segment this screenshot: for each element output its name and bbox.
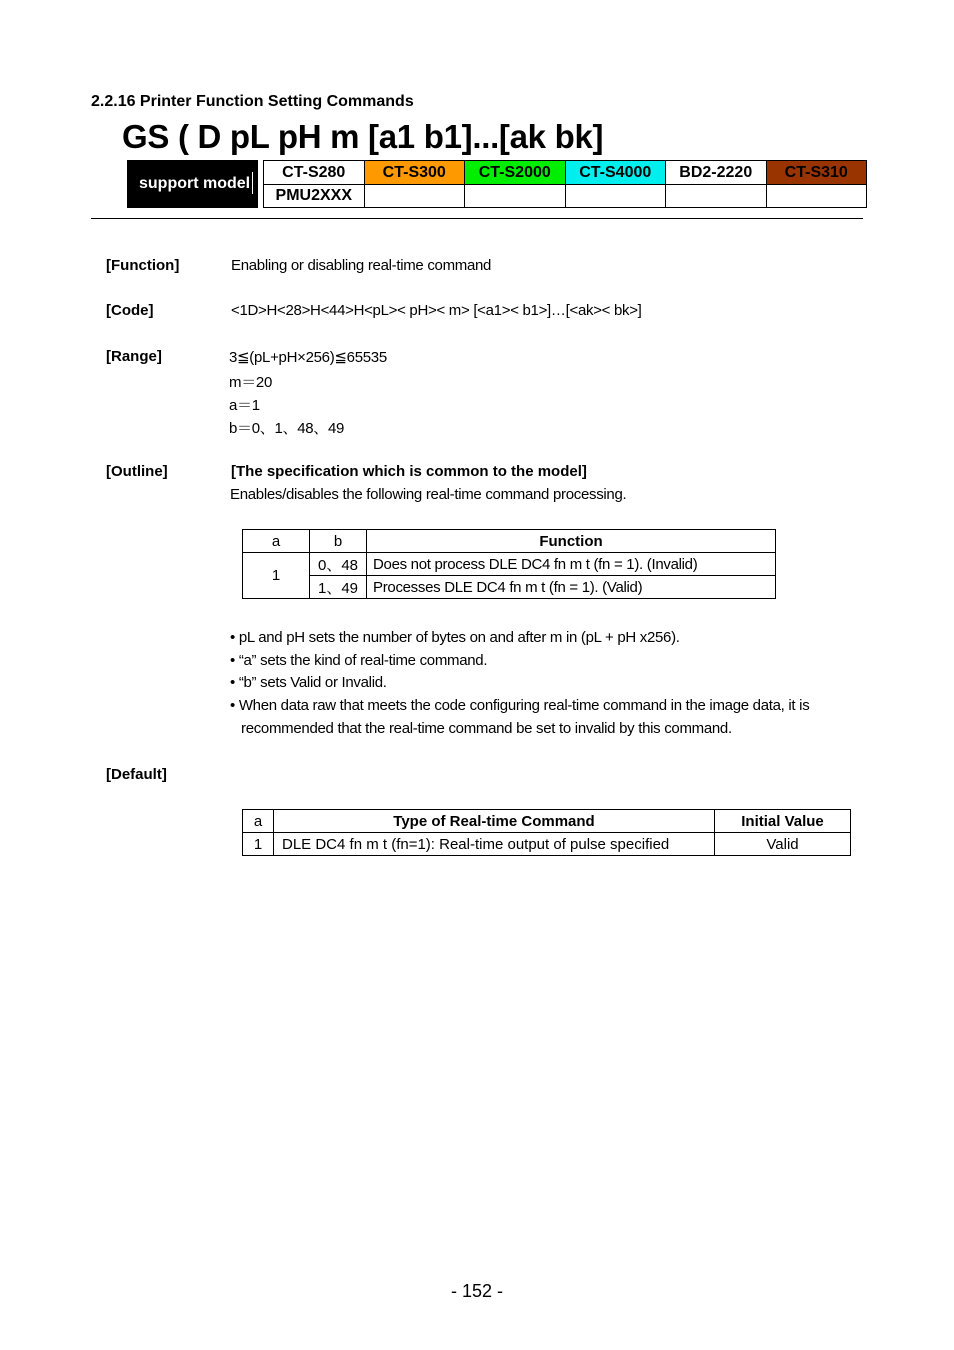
model-cell [665, 184, 767, 208]
table-cell: Valid [715, 833, 851, 856]
table-header: Function [367, 530, 776, 553]
outline-label: [Outline] [106, 463, 168, 480]
divider [252, 172, 253, 194]
code-text: <1D>H<28>H<44>H<pL>< pH>< m> [<a1>< b1>]…[<ak>< bk>] [231, 302, 642, 319]
command-title: GS ( D pL pH m [a1 b1]...[ak bk] [122, 118, 604, 155]
table-cell: DLE DC4 fn m t (fn=1): Real-time output of pulse specified [274, 833, 715, 856]
code-label: [Code] [106, 302, 154, 319]
model-cell: CT-S2000 [464, 160, 566, 185]
horizontal-rule [91, 218, 863, 219]
bullet-item: • “b” sets Valid or Invalid. [230, 674, 387, 691]
default-table [242, 809, 851, 856]
model-cell: PMU2XXX [263, 184, 365, 208]
bullet-item: • “a” sets the kind of real-time command. [230, 652, 488, 669]
model-cell [565, 184, 667, 208]
model-cell: CT-S4000 [565, 160, 667, 185]
table-header: a [243, 530, 310, 553]
bullet-item-continued: recommended that the real-time command be set to invalid by this command. [241, 720, 732, 737]
function-table [242, 529, 776, 599]
default-label: [Default] [106, 766, 167, 783]
table-header: Initial Value [715, 810, 851, 833]
model-cell: CT-S310 [766, 160, 868, 185]
page-number: - 152 - [450, 1281, 504, 1301]
table-cell: 1、49 [310, 576, 367, 599]
support-model-table [127, 160, 866, 208]
range-line: m＝20 [229, 374, 272, 391]
function-text: Enabling or disabling real-time command [231, 257, 492, 274]
outline-heading: [The specification which is common to the model] [231, 463, 587, 480]
table-header: Type of Real-time Command [274, 810, 715, 833]
outline-intro: Enables/disables the following real-time command processing. [230, 486, 627, 503]
bullet-item: • When data raw that meets the code configuring real-time command in the image data, it is [230, 697, 810, 714]
function-label: [Function] [106, 257, 180, 274]
section-title: 2.2.16 Printer Function Setting Commands [91, 93, 414, 110]
table-header: b [310, 530, 367, 553]
table-cell: Does not process DLE DC4 fn m t (fn = 1). (Invalid) [367, 553, 776, 576]
table-row [243, 833, 851, 856]
table-row [243, 553, 776, 576]
model-cell [364, 184, 466, 208]
model-cell [766, 184, 868, 208]
model-cell [464, 184, 566, 208]
table-cell: 1 [243, 833, 274, 856]
table-row [243, 576, 776, 599]
table-cell: 1 [243, 553, 310, 599]
table-cell: Processes DLE DC4 fn m t (fn = 1). (Valid) [367, 576, 776, 599]
bullet-item: • pL and pH sets the number of bytes on and after m in (pL + pH x256). [230, 629, 680, 646]
table-header: a [243, 810, 274, 833]
model-cell: BD2-2220 [665, 160, 767, 185]
range-label: [Range] [106, 348, 162, 365]
range-line: a＝1 [229, 397, 260, 414]
table-cell: 0、48 [310, 553, 367, 576]
support-model-label: support model [127, 160, 258, 208]
range-line: 3≦(pL+pH×256)≦65535 [229, 349, 387, 366]
range-line: b＝0、1、48、49 [229, 420, 345, 437]
model-cell: CT-S300 [364, 160, 466, 185]
model-cell: CT-S280 [263, 160, 365, 185]
